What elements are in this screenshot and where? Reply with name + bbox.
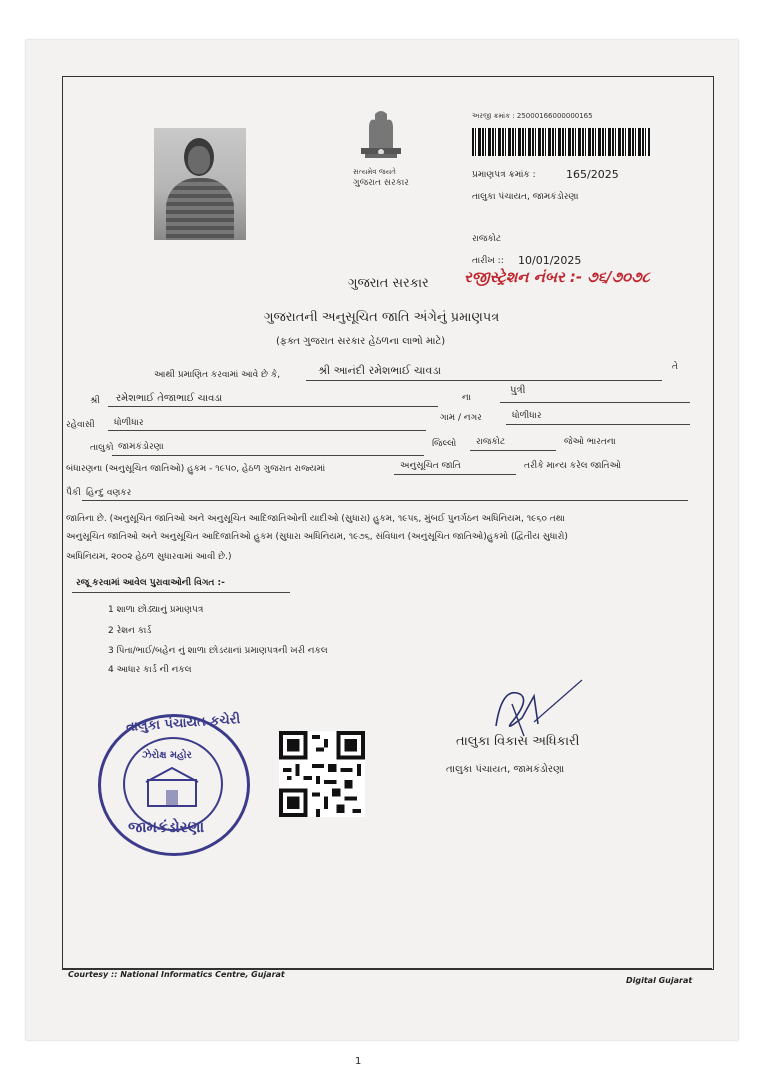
caste-value: હિન્દુ વણકર [86, 488, 132, 498]
taluka-value: જામકંડોરણા [118, 442, 164, 452]
footer-rule [62, 968, 712, 969]
taluka-label: તાલુકો [90, 443, 114, 453]
date-label: તારીખ :: [472, 256, 504, 266]
handwritten-registration-number: રજીસ્ટ્રેશન નંબર :- ૭૬/૭૦૭૮ [464, 268, 650, 286]
seal-center-text: ઝેરોક્ષ મહોર [142, 750, 192, 761]
application-number: અરજી ક્રમાંક : 25000166000000165 [472, 112, 593, 120]
footer-courtesy: Courtesy :: National Informatics Centre, Gujarat [68, 970, 285, 979]
document-item: 3 પિતા/ભાઈ/બહેન નું શાળા છોડયાનાં પ્રમાણપત્રની ખરી નકલ [108, 646, 328, 656]
certificate-number: 165/2025 [566, 168, 619, 181]
document-item: 2 રેશન કાર્ડ [108, 626, 152, 636]
barcode [472, 128, 650, 156]
footer-brand: Digital Gujarat [626, 976, 693, 985]
resident-value: ધોળીધાર [114, 418, 144, 428]
certify-prefix: આથી પ્રમાણિત કરવામાં આવે છે કે, [154, 370, 281, 380]
seal-bottom-text: જામકંડોરણા [128, 818, 205, 836]
certificate-note: (ફક્ત ગુજરાત સરકાર હેઠળના લાભો માટે) [276, 336, 446, 347]
among-label: પૈકી [66, 488, 81, 498]
document-item: 1 શાળા છોડ્યાનું પ્રમાણપત્ર [108, 605, 204, 615]
village-value: ધોળીધાર [512, 411, 542, 421]
na-label: ના [462, 393, 471, 403]
person-name: શ્રી આનંદી રમેશભાઈ ચાવડા [318, 364, 442, 377]
issue-date: 10/01/2025 [518, 254, 582, 267]
signatory-title: તાલુકા વિકાસ અધિકારી [456, 734, 580, 749]
district-label: જિલ્લો [432, 439, 457, 449]
village-label: ગામ / નગર [440, 413, 482, 423]
qr-code [279, 731, 365, 817]
place: રાજકોટ [472, 234, 502, 244]
govt-title: ગુજરાત સરકાર [348, 276, 429, 291]
certificate-title: ગુજરાતની અનુસૂચિત જાતિ અંગેનું પ્રમાણપત્ર [264, 310, 500, 325]
signature [482, 676, 592, 742]
shri-label: શ્રી [90, 396, 100, 406]
document-item: 4 આધાર કાર્ડ ની નકલ [108, 665, 192, 675]
certificate-no-label: પ્રમાણપત્ર ક્રમાંક : [472, 170, 536, 180]
state-emblem-icon [355, 106, 407, 164]
district-value: રાજકોટ [476, 437, 506, 447]
legal-paragraph-line-2: અનુસૂચિત જાતિઓ અને અનુસૂચિત આદિજાતિઓ હુકમ (સુધારા અધિનિયમ, ૧૯૭૬, સંવિધાન (અનુસૂચિત જાતિઓ)હુકમો (દ્વિતીય સુધારો) [66, 532, 568, 542]
emblem-motto: સત્યમેવ જયતે [353, 168, 396, 176]
emblem-label: ગુજરાત સરકાર [353, 178, 409, 188]
legal-paragraph-line-3: અધિનિયમ, ૨૦૦૨ હેઠળ સુધારવામાં આવી છે.) [66, 552, 232, 562]
suffix-te: તે [672, 362, 678, 372]
documents-heading: રજૂ કરવામાં આવેલ પુરાવાઓની વિગત :- [76, 578, 225, 588]
building-icon [142, 764, 202, 808]
caste-category: અનુસૂચિત જાતિ [400, 461, 461, 471]
page-number: 1 [355, 1056, 362, 1067]
issuing-office: તાલુકા પંચાયત, જામકંડોરણા [472, 192, 579, 202]
relation: પુત્રી [510, 385, 526, 396]
resident-label: રહેવાસી [66, 420, 95, 430]
seal-top-text: તાલુકા પંચાયત કચેરી [125, 712, 241, 735]
constitution-text: બંધારણના (અનુસૂચિત જાતિઓ) હુકમ - ૧૯૫૦, હેઠળ ગુજરાત રાજ્યમાં [66, 464, 326, 474]
father-name: રમેશભાઈ તેજાભાઈ ચાવડા [116, 393, 223, 404]
signatory-office: તાલુકા પંચાયત, જામકંડોરણા [446, 764, 565, 775]
legal-paragraph-line-1: જાતિના છે. (અનુસૂચિત જાતિઓ અને અનુસૂચિત આદિજાતિઓની યાદીઓ (સુધારા) હુકમ, ૧૯૫૬, મુંબઈ પુનર્ગઠન અધિનિયમ, ૧૯૬૦ તથા [66, 514, 565, 524]
recognized-text: તરીકે માન્ય કરેલ જાતિઓ [524, 461, 621, 471]
india-text: જેઓ ભારતના [564, 437, 616, 447]
applicant-photo [154, 128, 246, 240]
